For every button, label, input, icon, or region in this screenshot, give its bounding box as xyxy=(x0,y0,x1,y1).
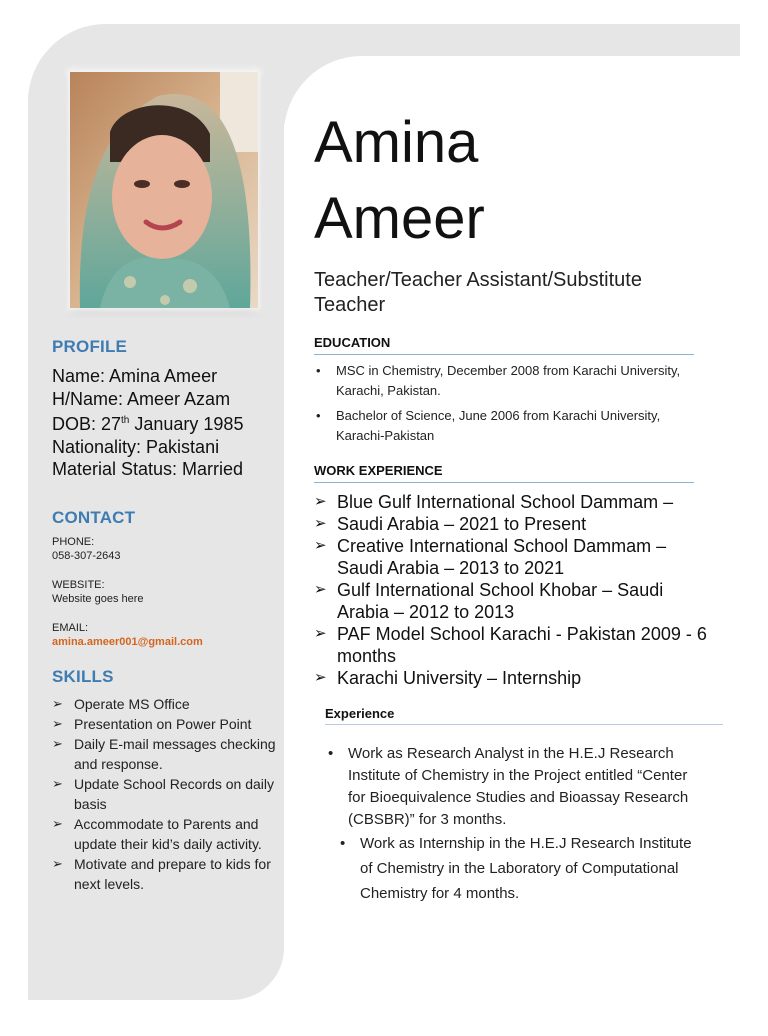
arrowhead-bullet-icon: ➢ xyxy=(314,669,327,686)
contact-email xyxy=(52,621,203,649)
list-item xyxy=(314,623,709,667)
skill-text: Presentation on Power Point xyxy=(74,716,252,732)
list-item xyxy=(326,743,706,831)
profile-heading: PROFILE xyxy=(52,337,128,356)
list-item xyxy=(314,667,709,689)
profile-husband-name: H/Name: Ameer Azam xyxy=(52,388,231,409)
arrowhead-bullet-icon: ➢ xyxy=(314,625,327,642)
phone-label: PHONE: xyxy=(52,536,95,548)
list-item xyxy=(52,714,277,734)
work-experience-heading: WORK EXPERIENCE xyxy=(314,463,694,483)
arrowhead-bullet-icon: ➢ xyxy=(314,515,327,532)
dob-month-year: January 1985 xyxy=(129,414,244,434)
arrowhead-bullet-icon: ➢ xyxy=(52,856,63,871)
dot-bullet-icon: • xyxy=(316,408,321,423)
list-item xyxy=(314,361,694,401)
arrowhead-bullet-icon: ➢ xyxy=(52,816,63,831)
list-item xyxy=(52,774,277,814)
education-list xyxy=(314,361,694,451)
arrowhead-bullet-icon: ➢ xyxy=(52,776,63,791)
profile-dob xyxy=(52,410,243,436)
experience-list xyxy=(326,743,706,906)
list-item xyxy=(52,814,277,854)
profile-details xyxy=(52,365,243,481)
education-heading: EDUCATION xyxy=(314,335,694,355)
work-experience-list xyxy=(314,491,709,689)
contact-heading: CONTACT xyxy=(52,508,136,527)
dob-day: DOB: 27 xyxy=(52,414,122,434)
email-link[interactable]: amina.ameer001@gmail.com xyxy=(52,636,203,648)
profile-name: Name: Amina Ameer xyxy=(52,366,218,386)
arrowhead-bullet-icon: ➢ xyxy=(314,493,327,510)
skill-text: Operate MS Office xyxy=(74,696,190,712)
dob-ordinal: th xyxy=(121,415,130,426)
arrowhead-bullet-icon: ➢ xyxy=(52,716,63,731)
contact-website xyxy=(52,578,144,606)
work-text: Blue Gulf International School Dammam – xyxy=(337,492,674,512)
list-item xyxy=(52,734,277,774)
education-text: MSC in Chemistry, December 2008 from Karachi University, Karachi, Pakistan. xyxy=(336,363,681,398)
dot-bullet-icon: • xyxy=(328,745,334,762)
contact-phone xyxy=(52,535,121,563)
profile-nationality: Nationality: Pakistani xyxy=(52,436,220,457)
profile-photo xyxy=(70,72,258,308)
experience-heading: Experience xyxy=(325,706,723,725)
website-value: Website goes here xyxy=(52,593,144,605)
profile-marital-status: Material Status: Married xyxy=(52,459,244,479)
dot-bullet-icon: • xyxy=(316,363,321,378)
work-text: PAF Model School Karachi - Pakistan 2009 - 6 months xyxy=(337,624,707,666)
work-text: Creative International School Dammam – Saudi Arabia – 2013 to 2021 xyxy=(337,536,667,578)
arrowhead-bullet-icon: ➢ xyxy=(314,537,327,554)
skill-text: Motivate and prepare to kids for next levels. xyxy=(74,856,271,892)
list-item xyxy=(52,694,277,714)
education-text: Bachelor of Science, June 2006 from Karachi University, Karachi-Pakistan xyxy=(336,408,661,443)
list-item xyxy=(314,579,709,623)
work-text: Gulf International School Khobar – Saudi Arabia – 2012 to 2013 xyxy=(337,580,664,622)
work-text: Saudi Arabia – 2021 to Present xyxy=(337,514,587,534)
arrowhead-bullet-icon: ➢ xyxy=(52,696,63,711)
list-item xyxy=(314,513,709,535)
skill-text: Accommodate to Parents and update their kid’s daily activity. xyxy=(74,816,262,852)
skills-list xyxy=(52,694,277,894)
list-item xyxy=(314,535,709,579)
work-text: Karachi University – Internship xyxy=(337,668,582,688)
list-item xyxy=(314,406,694,446)
email-label: EMAIL: xyxy=(52,622,89,634)
experience-text: Work as Internship in the H.E.J Research Institute of Chemistry in the Laboratory of Computational Chemistry for 4 months. xyxy=(360,835,692,902)
name-first: Amina xyxy=(314,110,479,175)
job-title: Teacher/Teacher Assistant/Substitute Teacher xyxy=(314,269,642,316)
skill-text: Update School Records on daily basis xyxy=(74,776,275,812)
name-last: Ameer xyxy=(314,186,485,251)
list-item xyxy=(314,491,709,513)
skill-text: Daily E-mail messages checking and response. xyxy=(74,736,276,772)
arrowhead-bullet-icon: ➢ xyxy=(52,736,63,751)
dot-bullet-icon: • xyxy=(340,835,346,852)
phone-value: 058-307-2643 xyxy=(52,550,121,562)
arrowhead-bullet-icon: ➢ xyxy=(314,581,327,598)
skills-heading: SKILLS xyxy=(52,667,114,686)
website-label: WEBSITE: xyxy=(52,579,105,591)
list-item xyxy=(338,831,706,906)
experience-text: Work as Research Analyst in the H.E.J Research Institute of Chemistry in the Project entitled “Center for Bioequivalence Studies and Bioassay Research (CBSBR)” for 3 months. xyxy=(348,745,689,828)
list-item xyxy=(52,854,277,894)
